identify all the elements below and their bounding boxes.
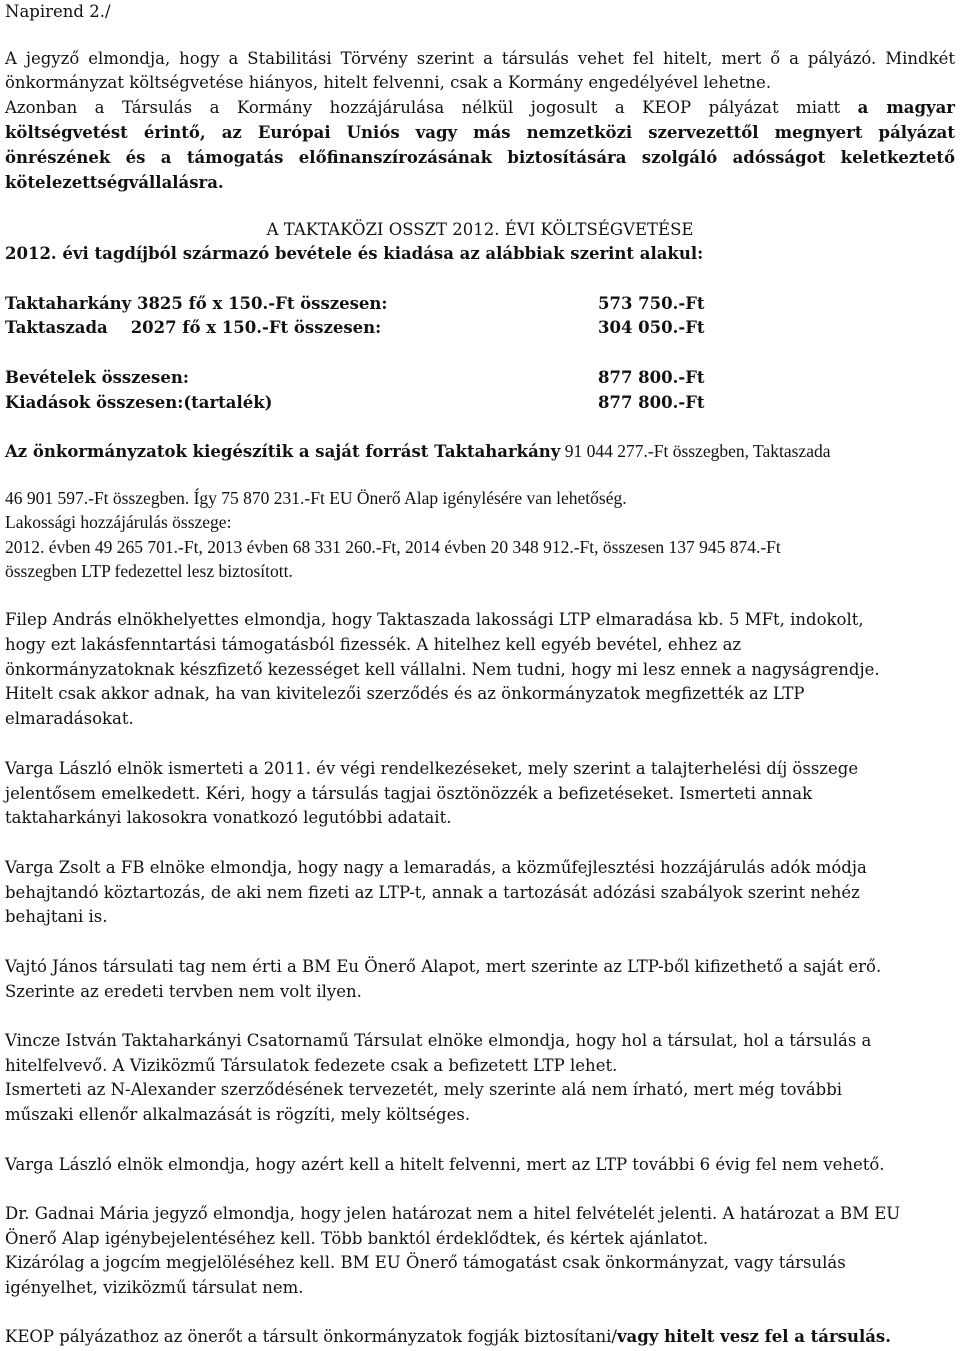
paragraph-line: Ismerteti az N-Alexander szerződésének tervezetét, mely szerinte alá nem írható, mert még további [5, 1080, 843, 1099]
intro-line-6: kötelezettségvállalásra. [5, 173, 224, 192]
paragraph-line: elmaradásokat. [5, 709, 134, 728]
budget-row-amount: 304 050.-Ft [598, 318, 705, 337]
keop-bold: vagy hitelt vesz fel a társulás. [616, 1327, 891, 1346]
budget-row-label: Taktaszada 2027 fő x 150.-Ft összesen: [5, 318, 382, 337]
paragraph-line: jelentősem emelkedett. Kéri, hogy a társulás tagjai ösztönözzék a befizetéseket. Ismerteti annak [5, 784, 813, 803]
paragraph-line: Önerő Alap igénybejelentéséhez kell. Több banktól érdeklődtek, és kértek ajánlatot. [5, 1229, 709, 1248]
paragraph-line: Varga Zsolt a FB elnöke elmondja, hogy nagy a lemaradás, a közműfejlesztési hozzájárulás adók módja [5, 858, 867, 877]
paragraph-line: Kizárólag a jogcím megjelöléséhez kell. BM EU Önerő támogatást csak önkormányzat, vagy társulás [5, 1253, 846, 1272]
intro-line-5: önrészének és a támogatás előfinanszírozásának biztosítására szolgáló adósságot keletkeztető [5, 148, 955, 167]
budget-total-expense-amount: 877 800.-Ft [598, 393, 705, 412]
paragraph-line: hogy ezt lakásfenntartási támogatásból fizessék. A hitelhez kell egyéb bevétel, ehhez az [5, 635, 742, 654]
paragraph-line: Varga László elnök ismerteti a 2011. év végi rendelkezéseket, mely szerint a talajterhelési díj összege [5, 759, 859, 778]
paragraph-line: Hitelt csak akkor adnak, ha van kivitelezői szerződés és az önkormányzatok megfizették az LTP [5, 684, 805, 703]
paragraph-line: önkormányzatoknak készfizető kezességet kell vállalni. Nem tudni, hogy mi lesz ennek a nagyságrendje. [5, 660, 880, 679]
intro-line-3 [5, 96, 955, 120]
budget-title: A TAKTAKÖZI OSSZT 2012. ÉVI KÖLTSÉGVETÉSE [266, 220, 694, 239]
paragraph-line: taktaharkányi lakosokra vonatkozó legutóbbi adatait. [5, 808, 452, 827]
paragraph-line: Vajtó János társulati tag nem érti a BM Eu Önerő Alapot, mert szerinte az LTP-ből kifizethető a saját erő. [5, 957, 882, 976]
supplement-bold: Az önkormányzatok kiegészítik a saját forrást Taktaharkány [5, 442, 561, 461]
paragraph-line: Dr. Gadnai Mária jegyző elmondja, hogy jelen határozat nem a hitel felvételét jelenti. A határozat a BM EU [5, 1204, 901, 1223]
supplement-line-2: 46 901 597.-Ft összegben. Így 75 870 231.-Ft EU Önerő Alap igénylésére van lehetőség. [5, 488, 627, 508]
supplement-rest: 91 044 277.-Ft összegben, Taktaszada [560, 441, 831, 461]
keop-line [5, 1325, 891, 1349]
intro-line-2: önkormányzat költségvetése hiányos, hitelt felvenni, csak a Kormány engedélyével lehetne. [5, 73, 772, 92]
paragraph-line: igényelhet, viziközmű társulat nem. [5, 1278, 304, 1297]
supplement-line-3: Lakossági hozzájárulás összege: [5, 512, 232, 532]
paragraph-line: Szerinte az eredeti tervben nem volt ilyen. [5, 982, 362, 1001]
budget-row-amount: 573 750.-Ft [598, 294, 705, 313]
intro-line-1: A jegyző elmondja, hogy a Stabilitási Törvény szerint a társulás vehet fel hitelt, mert ő a pályázó. Mindkét [5, 49, 955, 68]
budget-total-income-amount: 877 800.-Ft [598, 368, 705, 387]
budget-total-expense-label: Kiadások összesen:(tartalék) [5, 393, 273, 412]
supplement-line-5: összegben LTP fedezettel lesz biztosított. [5, 561, 293, 581]
intro-line-3-normal: Azonban a Társulás a Kormány hozzájárulása nélkül jogosult a KEOP pályázat miatt [5, 98, 858, 117]
paragraph-line: behajtandó köztartozás, de aki nem fizeti az LTP-t, annak a tartozását adózási szabályok szerint nehéz [5, 883, 860, 902]
paragraph-line: Varga László elnök elmondja, hogy azért kell a hitelt felvenni, mert az LTP további 6 évig fel nem vehető. [5, 1155, 885, 1174]
budget-total-income-label: Bevételek összesen: [5, 368, 189, 387]
paragraph-line: Vincze István Taktaharkányi Csatornamű Társulat elnöke elmondja, hogy hol a társulat, hol a társulás a [5, 1031, 872, 1050]
paragraph-line: behajtani is. [5, 907, 108, 926]
budget-subtitle: 2012. évi tagdíjból származó bevétele és kiadása az alábbiak szerint alakul: [5, 244, 704, 263]
paragraph-line: Filep András elnökhelyettes elmondja, hogy Taktaszada lakossági LTP elmaradása kb. 5 MFt, indokolt, [5, 610, 864, 629]
intro-line-3-bold: a magyar [857, 98, 955, 117]
supplement-line-4: 2012. évben 49 265 701.-Ft, 2013 évben 68 331 260.-Ft, 2014 évben 20 348 912.-Ft, összesen 137 945 874.-Ft [5, 537, 781, 557]
keop-normal: KEOP pályázathoz az önerőt a társult önkormányzatok fogják biztosítani/ [5, 1327, 617, 1346]
agenda-heading: Napirend 2./ [5, 2, 111, 21]
supplement-line-1 [5, 439, 831, 464]
budget-row-label: Taktaharkány 3825 fő x 150.-Ft összesen: [5, 294, 388, 313]
paragraph-line: hitelfelvevő. A Viziközmű Társulatok fedezete csak a befizetett LTP lehet. [5, 1056, 618, 1075]
intro-line-4: költségvetést érintő, az Európai Uniós vagy más nemzetközi szervezettől megnyert pályázat [5, 123, 955, 142]
paragraph-line: műszaki ellenőr alkalmazását is rögzíti, mely költséges. [5, 1105, 471, 1124]
